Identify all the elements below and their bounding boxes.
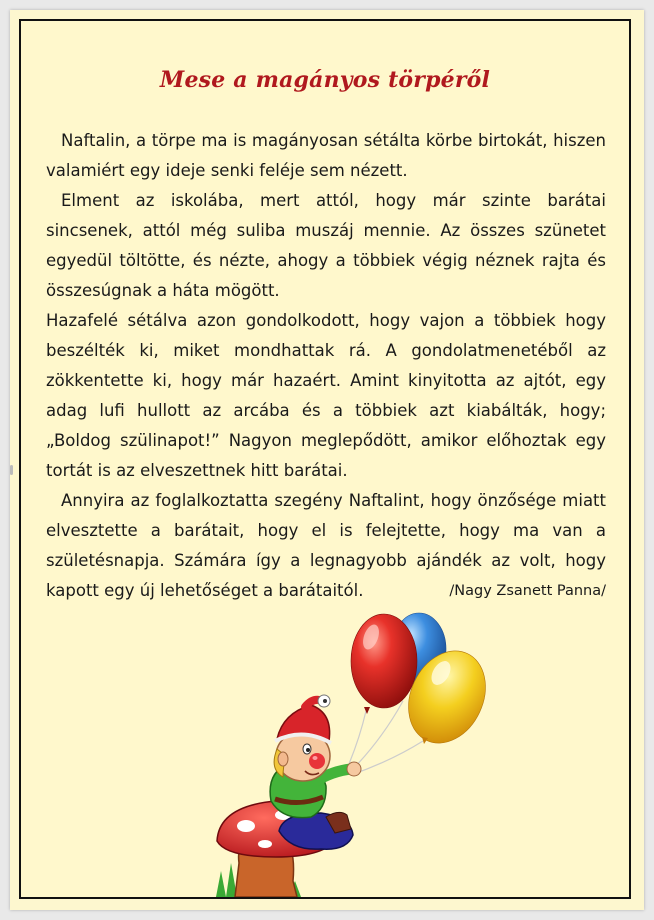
paragraph-1: Naftalin, a törpe ma is magányosan sétálta körbe birtokát, hiszen valamiért egy ideje senki feléje sem nézett.: [46, 131, 606, 180]
document-page: [10, 10, 644, 910]
paragraph-2: Elment az iskolába, mert attól, hogy már szinte barátai sincsenek, attól még suliba muszáj mennie. Az összes szünetet egyedül töltötte, és nézte, ahogy a többiek végig néznek rajta és összesúgnak a háta mögött.: [46, 191, 606, 300]
story-title: Mese a magányos törpéről: [159, 67, 491, 93]
balloons-icon: [346, 613, 500, 775]
paragraph-4-text: Annyira az foglalkoztatta szegény Naftalint, hogy önzősége miatt elvesztette a barátait, hogy el is felejtette, hogy ma van a születésnapja. Számára így a legnagyobb ajándék az volt, hogy kapott egy új lehetőséget a barátaitól.: [46, 491, 606, 600]
page-edge-marker: [10, 465, 13, 475]
gnome-icon: [270, 695, 361, 849]
story-body: [46, 126, 606, 606]
page-border-frame: [19, 19, 631, 899]
paragraph-4: [46, 486, 606, 606]
author-signature: /Nagy Zsanett Panna/: [449, 583, 606, 599]
gnome-balloons-illustration: [21, 601, 633, 897]
paragraph-3: Hazafelé sétálva azon gondolkodott, hogy vajon a többiek hogy beszélték ki, miket mondhattak rá. A gondolatmenetéből az zökkentette ki, hogy már hazaért. Amint kinyitotta az ajtót, egy adag lufi hullott az arcába és a többiek azt kiabálták, hogy; „Boldog szülinapot!” Nagyon meglepődött, amikor előhoztak egy tortát is az elveszettnek hitt barátai.: [46, 311, 606, 480]
